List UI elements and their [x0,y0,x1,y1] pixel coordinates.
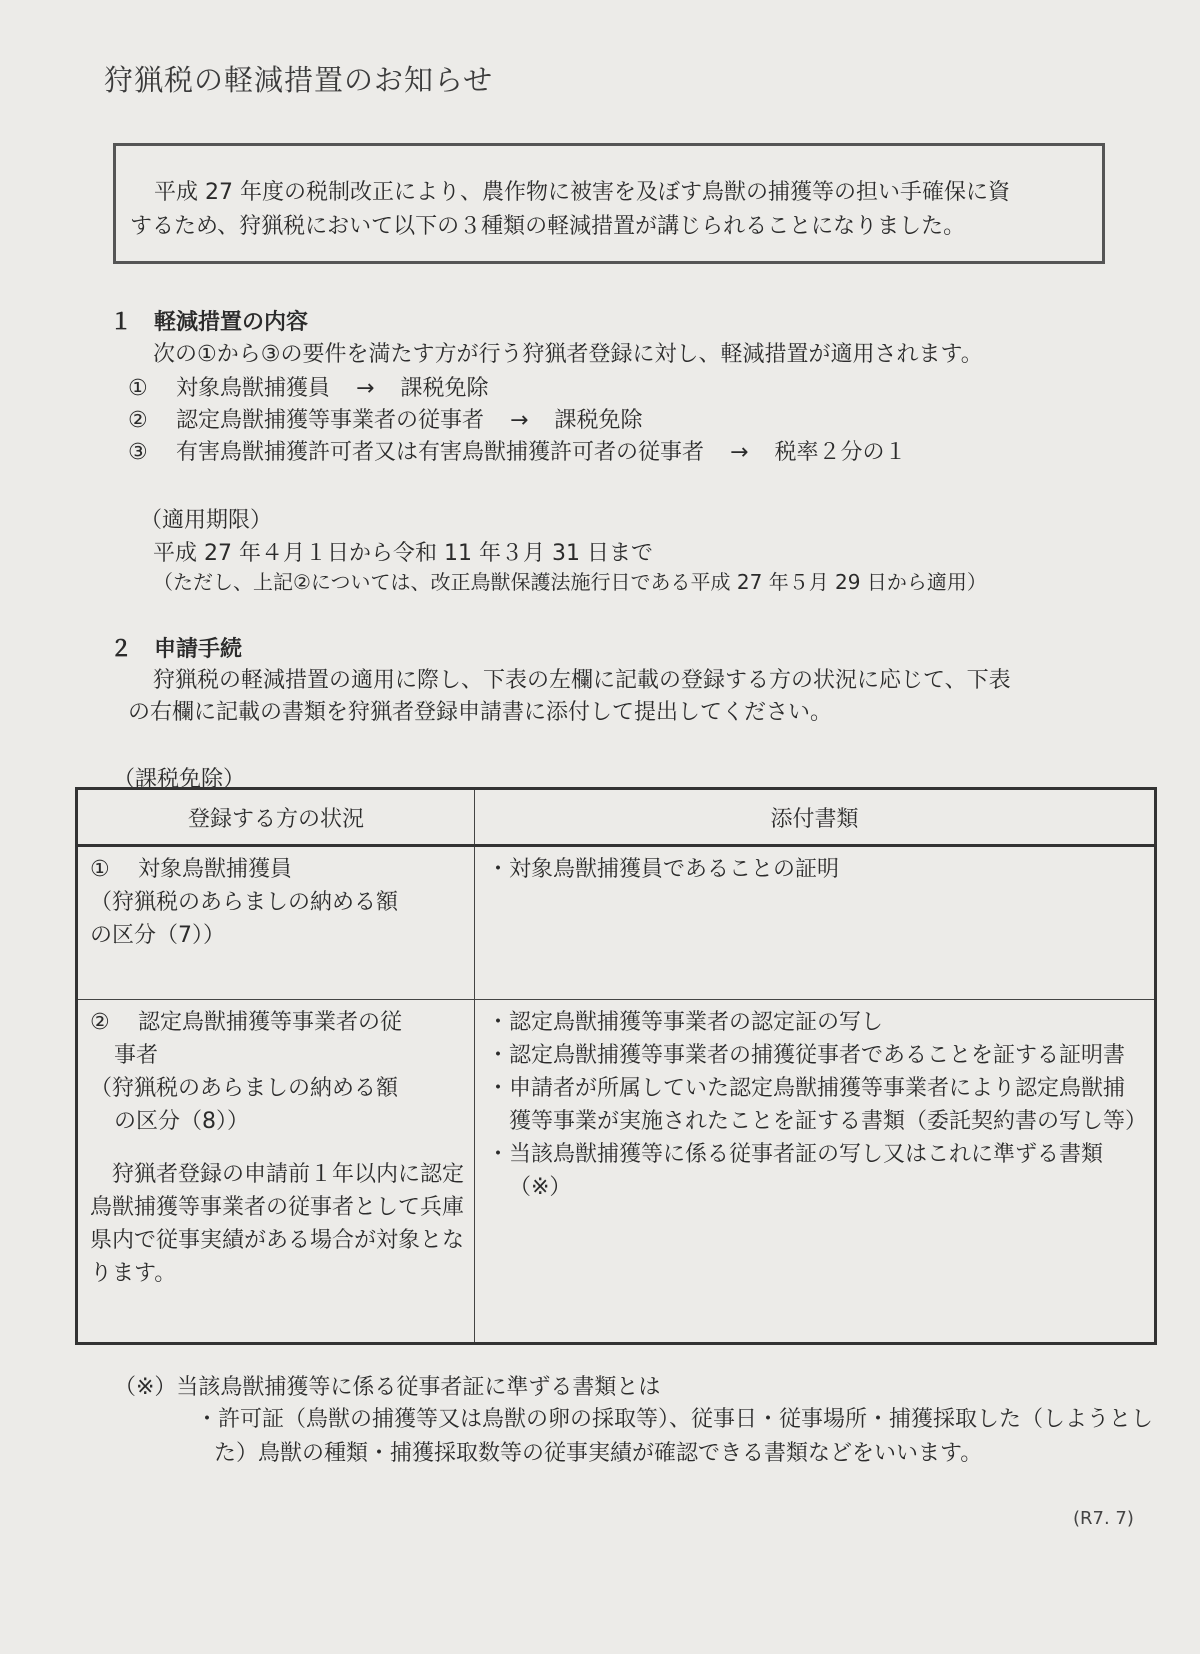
section1-heading: １ 軽減措置の内容 [110,310,309,335]
section2-lead-2: の右欄に記載の書類を狩猟者登録申請書に添付して提出してください。 [128,700,833,725]
requirement-result: 課税免除 [400,376,489,401]
document-item: ・申請者が所属していた認定鳥獣捕獲等事業者により認定鳥獣捕獲等事業が実施されたことを証する書類（委託契約書の写し等） [487,1076,1148,1134]
footnote-heading: （※）当該鳥獣捕獲等に係る従事者証に準ずる書類とは [114,1375,661,1400]
document-item: ・対象鳥獣捕獲員であることの証明 [487,857,840,882]
documents-table [75,787,1157,1345]
condition-number: ② [90,1010,110,1035]
column-header-status: 登録する方の状況 [77,789,475,846]
requirement-item-1 [128,371,488,402]
intro-line-1: 平成 27 年度の税制改正により、農作物に被害を及ぼす鳥獣の捕獲等の担い手確保に資 [154,180,1010,205]
document-item: ・当該鳥獣捕獲等に係る従事者証の写し又はこれに準ずる書類（※） [487,1142,1104,1200]
period-note: （ただし、上記②については、改正鳥獣保護法施行日である平成 27 年５月 29 日から適用） [153,570,987,594]
column-header-documents: 添付書類 [475,789,1156,846]
condition-sub-2: の区分（8）） [114,1109,249,1134]
arrow-icon: → [510,408,529,433]
arrow-icon: → [730,440,749,465]
table-row [77,846,1156,1000]
condition-number: ① [90,857,110,882]
requirement-item-2 [128,403,642,434]
condition-sub-2: の区分（7）） [90,923,225,948]
document-item: ・認定鳥獣捕獲等事業者の捕獲従事者であることを証する証明書 [487,1043,1126,1068]
condition-title [90,853,464,886]
condition-name: 認定鳥獣捕獲等事業者の従 [138,1010,403,1035]
documents-cell [475,846,1156,1000]
page-title: 狩猟税の軽減措置のお知らせ [104,63,494,97]
table-caption: （課税免除） [113,767,246,792]
condition-title [90,1006,464,1039]
status-cell [77,1000,475,1344]
table-header-row [77,789,1156,846]
intro-box [113,143,1105,264]
documents-cell [475,1000,1156,1344]
revision-label: (R7. 7) [1073,1508,1134,1529]
requirement-result: 課税免除 [554,408,643,433]
condition-name-cont: 事者 [114,1043,159,1068]
section2-lead-1: 狩猟税の軽減措置の適用に際し、下表の左欄に記載の登録する方の状況に応じて、下表 [153,668,1011,693]
condition-sub-1: （狩猟税のあらましの納める額 [90,1076,399,1101]
requirement-number: ② [128,408,148,433]
requirement-number: ① [128,376,148,401]
requirement-who: 対象鳥獣捕獲員 [176,376,331,401]
section1-lead: 次の①から③の要件を満たす方が行う狩猟者登録に対し、軽減措置が適用されます。 [153,342,983,367]
requirement-item-3 [128,435,906,466]
status-cell [77,846,475,1000]
requirement-who: 有害鳥獣捕獲許可者又は有害鳥獣捕獲許可者の従事者 [176,440,705,465]
intro-line-2: するため、狩猟税において以下の３種類の軽減措置が講じられることになりました。 [130,214,966,239]
arrow-icon: → [356,376,375,401]
table-row [77,1000,1156,1344]
requirement-who: 認定鳥獣捕獲等事業者の従事者 [176,408,485,433]
period-text: 平成 27 年４月１日から令和 11 年３月 31 日まで [153,541,653,566]
footnote-body: ・許可証（鳥獣の捕獲等又は鳥獣の卵の採取等）、従事日・従事場所・捕獲採取した（しようとした）鳥獣の種類・捕獲採取数等の従事実績が確認できる書類などをいいます。 [196,1407,1154,1466]
period-label: （適用期限） [140,508,273,533]
requirement-number: ③ [128,440,148,465]
document-item: ・認定鳥獣捕獲等事業者の認定証の写し [487,1010,884,1035]
condition-name: 対象鳥獣捕獲員 [138,857,293,882]
requirement-result: 税率２分の１ [774,440,907,465]
condition-note: 狩猟者登録の申請前１年以内に認定鳥獣捕獲等事業者の従事者として兵庫県内で従事実績がある場合が対象となります。 [90,1162,465,1286]
condition-sub-1: （狩猟税のあらましの納める額 [90,890,399,915]
section2-heading: ２ 申請手続 [110,637,243,662]
